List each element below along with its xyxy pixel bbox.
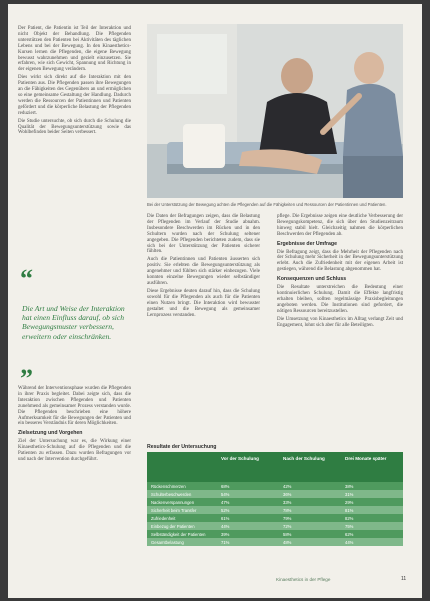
table-row (147, 498, 403, 506)
table-cell: 38% (345, 483, 354, 489)
section-heading: Ergebnisse der Umfrage (277, 240, 337, 247)
pull-quote (18, 264, 131, 393)
paragraph: Die Befragung zeigt, dass die Mehrheit der Pflegenden nach der Schulung mehr Sicherheit in der Bewegungsunterstützung erlebt. Auch die Zufriedenheit mit der eigenen Arbeit ist gestiegen, während die Belastung abgenommen hat. (277, 249, 403, 273)
page-number: 11 (401, 576, 407, 582)
paragraph: Die Daten der Befragungen zeigen, dass die Belastung der Pflegenden im Verlauf der Studie abnahm. Insbesondere Beschwerden im Rücken und in den Schultern wurden nach der Schulung seltener angegeben. Die Pflegenden berichteten zudem, dass sie sich bei der Unterstützung der Patienten sicherer fühlten. (147, 214, 260, 255)
section-heading: Zielsetzung und Vorgehen (18, 430, 83, 437)
table-cell: Schulterbeschwerden (151, 491, 192, 497)
paragraph: Die Studie untersuchte, ob sich durch die Schulung die Qualität der Bewegungsunterstützung sowie das Wohlbefinden beider Seiten verbessert. (18, 118, 131, 136)
table-cell: 44% (345, 539, 354, 545)
table-cell: Rückenschmerzen (151, 483, 186, 489)
table-cell: 81% (345, 507, 354, 513)
results-table (147, 452, 403, 546)
table-cell: 42% (283, 483, 292, 489)
table-cell: 62% (345, 531, 354, 537)
table-cell: Nackenverspannungen (151, 499, 195, 505)
table-cell: 78% (283, 507, 292, 513)
table-cell: Einbezug der Patienten (151, 523, 195, 529)
table-cell: 44% (221, 523, 230, 529)
table-header-cell: Drei Monate später (345, 456, 387, 461)
table-title: Resultate der Untersuchung (147, 444, 217, 450)
pull-quote-text: Die Art und Weise der Interaktion hat einen Einfluss darauf, ob sich Bewegungsmuster verbessern, erweitern oder einschränken. (22, 304, 125, 341)
table-header (147, 452, 403, 482)
paragraph: Die Umsetzung von Kinaesthetics im Alltag verlangt Zeit und Engagement, lohnt sich aber für alle Beteiligten. (277, 316, 403, 328)
table-cell: 71% (221, 539, 230, 545)
paragraph: Auch die Patientinnen und Patienten äusserten sich positiv. Sie erlebten die Bewegungsunterstützung als angenehmer und fühlten sich stärker einbezogen. Viele konnten einzelne Bewegungen wieder selbständiger ausführen. (147, 257, 260, 286)
table-header-cell: Nach der Schulung (283, 456, 325, 461)
table-row (147, 514, 403, 522)
open-quote-icon: “ (20, 264, 33, 293)
table-cell: 61% (221, 515, 230, 521)
paragraph: Der Patient, die Patientin ist Teil der Interaktion und nicht Objekt der Behandlung. Die Pflegenden unterstützen den Patienten bei Aktivitäten des täglichen Lebens und bei der Bewegung. In den Kinaesthetics-Kursen lernen die Pflegenden, die eigene Bewegung bewusst wahrzunehmen und gezielt einzusetzen. Sie erfahren, wie sich Gewicht, Spannung und Richtung in der eigenen Bewegung verändern. (18, 26, 131, 73)
section-heading: Konsequenzen und Schluss (277, 276, 347, 283)
table-cell: 47% (221, 499, 230, 505)
table-cell: 48% (283, 539, 292, 545)
table-cell: 72% (283, 523, 292, 529)
magazine-page (8, 4, 422, 598)
column-1-bottom (18, 386, 131, 465)
close-quote-icon: ” (20, 364, 33, 393)
paragraph: Während der Interventionsphase wurden die Pflegenden in ihrer Praxis begleitet. Dabei zeigte sich, dass die Interaktion zwischen Pflegenden und Patienten zunehmend als gemeinsamer Prozess verstanden wurde. Die Pflegenden beschrieben eine höhere Aufmerksamkeit für die Bewegungen der Patienten und ein besseres Verständnis für deren Möglichkeiten. (18, 386, 131, 427)
table-row (147, 482, 403, 490)
paragraph: Diese Ergebnisse deuten darauf hin, dass die Schulung sowohl für die Pflegenden als auch für die Patienten einen Nutzen bringt. Die Interaktion wird bewusster gestaltet und die Bewegung als gemeinsamer Lernprozess verstanden. (147, 288, 260, 318)
column-3 (277, 214, 403, 330)
nursing-photo (147, 24, 403, 198)
table-cell: 36% (283, 491, 292, 497)
column-1-top (18, 26, 131, 138)
table-cell: 52% (221, 507, 230, 513)
paragraph: Die Resultate unterstreichen die Bedeutung einer kontinuierlichen Schulung. Damit die Effekte langfristig erhalten bleiben, sollten regelmässige Praxisbegleitungen angeboten werden. Die Institutionen sind gefordert, die nötigen Ressourcen bereitzustellen. (277, 285, 403, 314)
table-cell: 39% (221, 531, 230, 537)
running-footer: Kinaesthetics in der Pflege (276, 577, 331, 582)
table-cell: 54% (221, 491, 230, 497)
table-row (147, 538, 403, 546)
table-cell: Gesamtbelastung (151, 539, 184, 545)
photo-illustration (147, 24, 403, 198)
table-cell: Zufriedenheit (151, 515, 176, 521)
table-cell: 75% (345, 523, 354, 529)
table-header-cell: Vor der Schulung (221, 456, 259, 461)
paragraph: Dies wirkt sich direkt auf die Interaktion mit den Patienten aus. Die Pflegenden passen ihre Bewegungen an die Fähigkeiten des Gegenübers an und ermöglichen so eine gemeinsame Gestaltung der Handlung. Dadurch werden die Ressourcen der Patientinnen und Patienten gefördert und die körperliche Belastung der Pflegenden reduziert. (18, 75, 131, 116)
table-row (147, 490, 403, 498)
table-row (147, 522, 403, 530)
table-cell: 29% (345, 499, 354, 505)
table-row (147, 506, 403, 514)
table-cell: Sicherheit beim Transfer (151, 507, 197, 513)
table-cell: 33% (283, 499, 292, 505)
paragraph: Ziel der Untersuchung war es, die Wirkung einer Kinaesthetics-Schulung auf die Pflegenden und die Patienten zu erfassen. Dazu wurden Befragungen vor und nach der Intervention durchgeführt. (18, 439, 131, 462)
table-cell: 58% (283, 531, 292, 537)
table-cell: 82% (345, 515, 354, 521)
table-cell: 68% (221, 483, 230, 489)
table-cell: 79% (283, 515, 292, 521)
table-row (147, 530, 403, 538)
table-cell: Selbständigkeit der Patienten (151, 531, 206, 537)
paragraph: pflege. Die Ergebnisse zeigen eine deutliche Verbesserung der Bewegungskompetenz, die sich über den Studienzeitraum hinweg stabil hielt. Gleichzeitig nahmen die körperlichen Beschwerden der Pflegenden ab. (277, 214, 403, 237)
table-cell: 31% (345, 491, 354, 497)
column-2 (147, 214, 260, 320)
photo-caption: Bei der Unterstützung der Bewegung achten die Pflegenden auf die Fähigkeiten und Ressourcen der Patientinnen und Patienten. (147, 202, 387, 207)
